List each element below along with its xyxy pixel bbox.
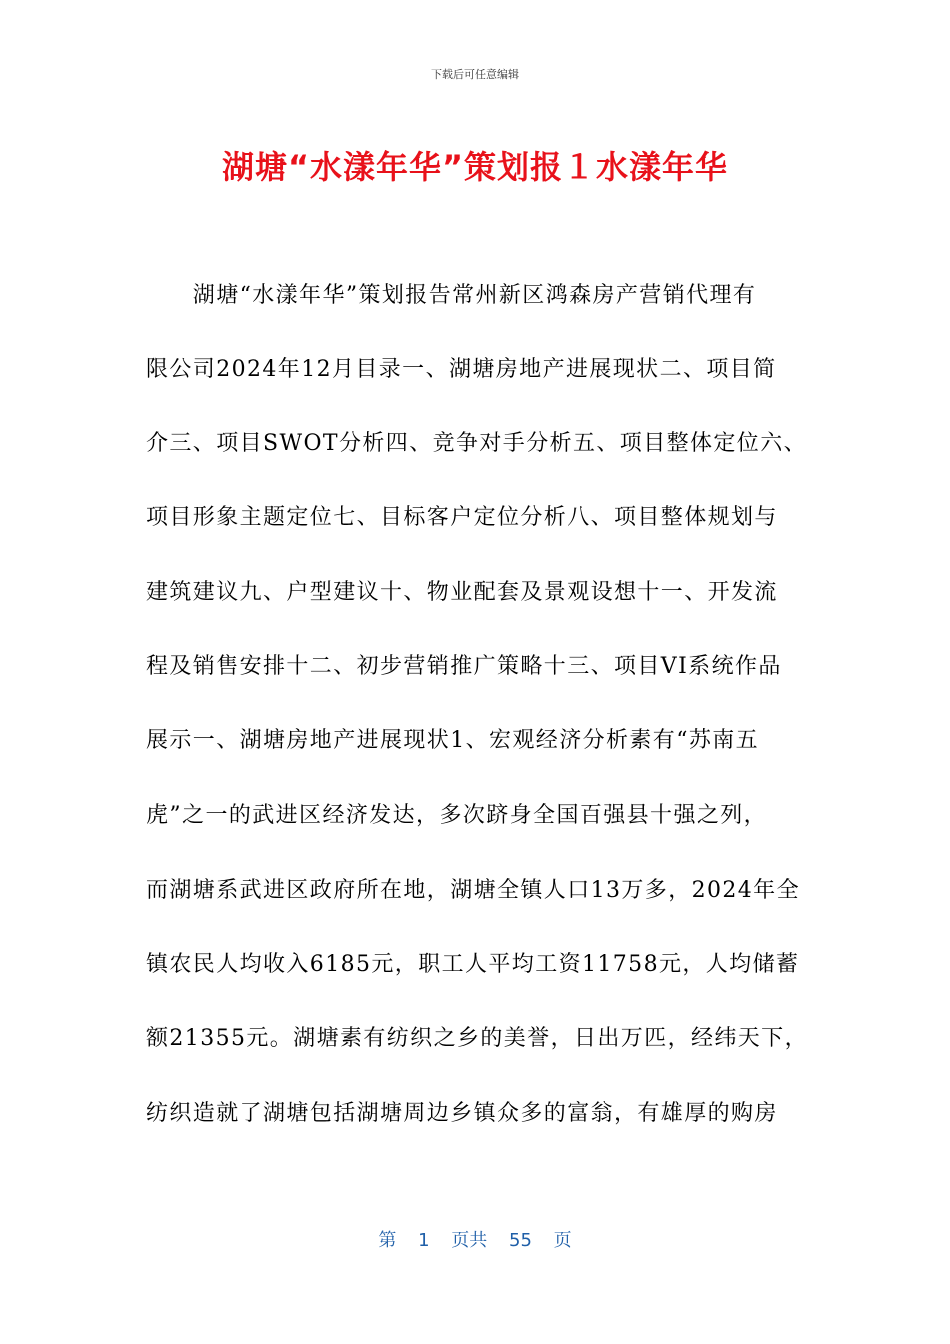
page-label-prefix: 第: [378, 1230, 397, 1251]
body-line: 湖塘“水漾年华”策划报告常州新区鸿森房产营销代理有: [146, 283, 757, 308]
body-line: 镇农民人均收入6185元，职工人平均工资11758元，人均储蓄: [146, 952, 800, 977]
page-number: 1: [418, 1230, 430, 1251]
page-footer: [0, 1226, 950, 1252]
body-line: 项目形象主题定位七、目标客户定位分析八、项目整体规划与: [146, 505, 778, 530]
body-line: 程及销售安排十二、初步营销推广策略十三、项目VI系统作品: [146, 654, 782, 679]
body-line: 建筑建议九、户型建议十、物业配套及景观设想十一、开发流: [146, 580, 778, 605]
total-pages: 55: [509, 1230, 532, 1251]
body-line: 介三、项目SWOT分析四、竞争对手分析五、项目整体定位六、: [146, 431, 807, 456]
body-line: 限公司2024年12月目录一、湖塘房地产进展现状二、项目简: [146, 357, 777, 382]
body-line: 纺织造就了湖塘包括湖塘周边乡镇众多的富翁，有雄厚的购房: [146, 1101, 778, 1126]
page-label-suffix: 页: [553, 1230, 572, 1251]
body-line: 展示一、湖塘房地产进展现状1、宏观经济分析素有“苏南五: [146, 728, 760, 753]
body-line: 额21355元。湖塘素有纺织之乡的美誉，日出万匹，经纬天下，: [146, 1026, 808, 1051]
page-label-mid: 页共: [451, 1230, 488, 1251]
body-line: 虎”之一的武进区经济发达，多次跻身全国百强县十强之列，: [146, 803, 768, 828]
body-line: 而湖塘系武进区政府所在地，湖塘全镇人口13万多，2024年全: [146, 878, 800, 903]
document-title: 湖塘“水漾年华”策划报１水漾年华: [221, 148, 729, 186]
header-note: 下载后可任意编辑: [431, 68, 519, 81]
